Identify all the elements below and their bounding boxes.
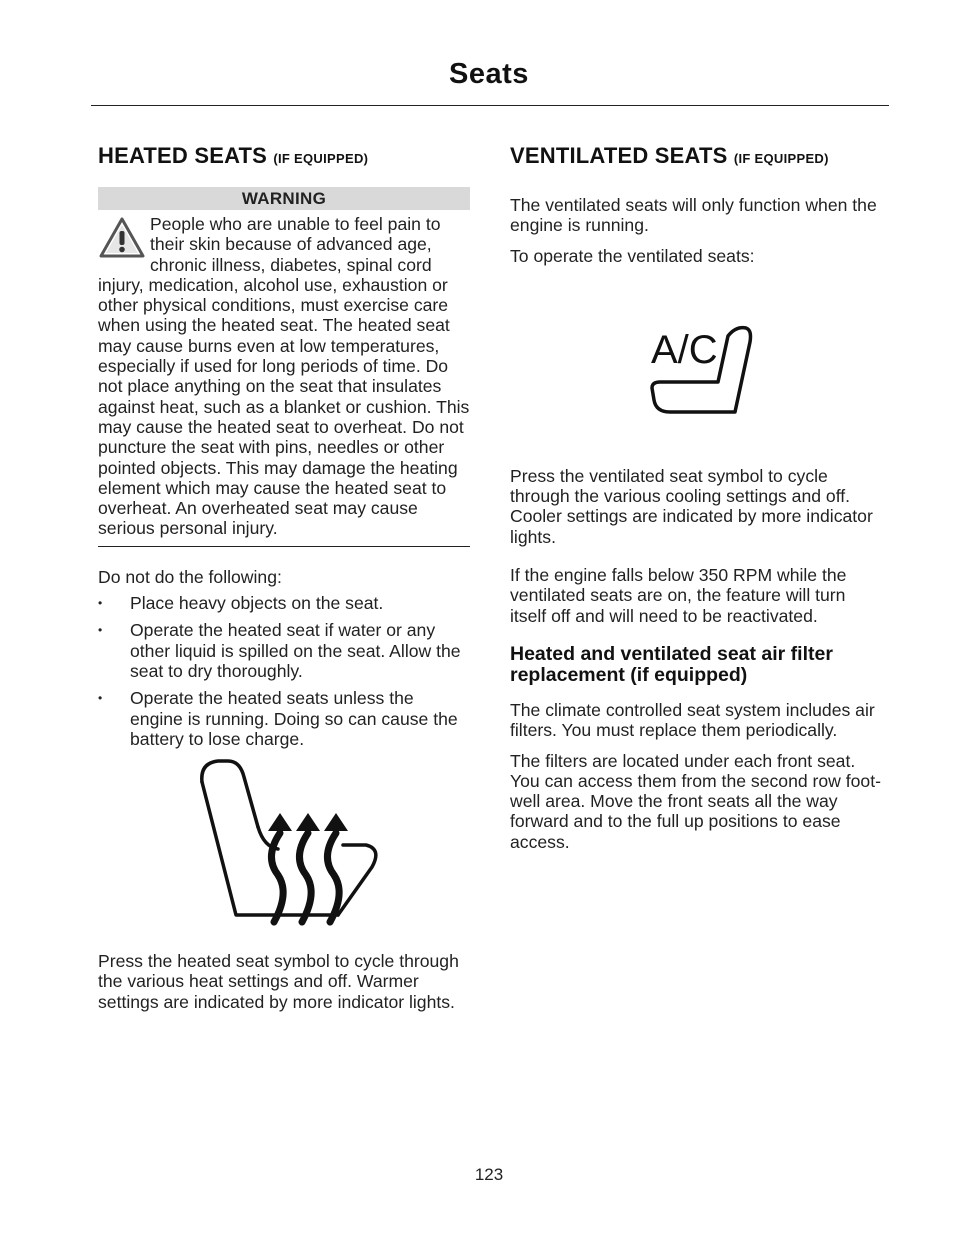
heated-seats-column [98,143,470,1012]
ventilated-seats-column [510,143,886,852]
heated-seat-icon [98,757,470,937]
ventilated-para-3: Press the ventilated seat symbol to cycle through the various cooling settings and off. Cooler settings are indicated by more indicator lights. [510,465,873,547]
warning-label: WARNING [98,187,470,210]
do-not-intro: Do not do the following: [98,566,282,587]
list-item: • Place heavy objects on the seat. [98,593,470,613]
page-number: 123 [474,1165,504,1184]
heated-instruction: Press the heated seat symbol to cycle through the various heat settings and off. Warmer settings are indicated by more indicator lights. [98,951,459,1012]
ac-label: A/C [651,327,718,372]
filter-heading: Heated and ventilated seat air filter replacement (if equipped) [510,642,833,686]
warning-box [98,214,470,539]
ventilated-para-2: To operate the ventilated seats: [510,245,755,266]
ventilated-para-1: The ventilated seats will only function when the engine is running. [510,195,877,236]
warning-divider [98,546,470,547]
ventilated-para-4: If the engine falls below 350 RPM while the ventilated seats are on, the feature will turn itself off and will need to be reactivated. [510,565,847,626]
filter-para-1: The climate controlled seat system includes air filters. You must replace them periodically. [510,699,875,741]
ventilated-seats-heading-suffix: (IF EQUIPPED) [733,151,829,166]
heated-seats-heading-suffix: (IF EQUIPPED) [273,151,369,166]
heated-seats-heading: HEATED SEATS (IF EQUIPPED) [98,143,369,168]
ventilated-seat-icon [510,302,886,432]
do-not-list [98,593,470,749]
warning-triangle-icon [98,216,146,260]
list-item: • Operate the heated seat if water or any other liquid is spilled on the seat. Allow the seat to dry thoroughly. [98,620,470,681]
ventilated-seats-heading: VENTILATED SEATS (IF EQUIPPED) [510,143,829,168]
header-rule [91,105,889,106]
warning-text: People who are unable to feel pain to their skin because of advanced age, chronic illness, diabetes, spinal cord injury, medication, alcohol use, exhaustion or other physical conditions, must exercise care when using the heated seat. The heated seat may cause burns even at low temperatures, especially if used for long periods of time. Do not place anything on the seat that insulates against heat, such as a blanket or cushion. This may cause the heated seat to overheat. Do not puncture the seat with pins, needles or other pointed objects. This may damage the heating element which may cause the heated seat to overheat. An overheated seat may cause serious personal injury. [98,214,470,539]
list-item: • Operate the heated seats unless the engine is running. Doing so can cause the battery to lose charge. [98,688,470,749]
filter-para-2: The filters are located under each front seat. You can access them from the second row foot-well area. Move the front seats all the way forward and to the full up positions to ease access. [510,750,881,852]
page-title: Seats [449,58,529,90]
